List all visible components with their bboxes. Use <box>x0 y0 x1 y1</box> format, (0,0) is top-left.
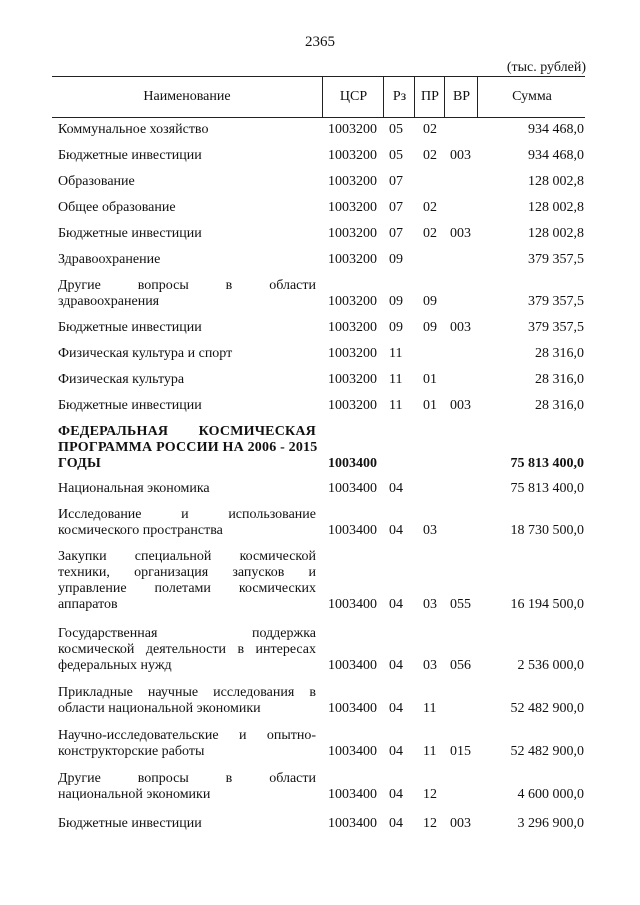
row-rz: 04 <box>389 787 403 802</box>
row-name-line: Образование <box>58 174 135 189</box>
row-csr: 1003200 <box>328 148 377 163</box>
row-vr: 003 <box>450 816 471 831</box>
row-name <box>58 424 316 472</box>
row-name-line: национальной экономики <box>58 787 211 802</box>
row-rz: 09 <box>389 252 403 267</box>
table-row <box>0 252 640 268</box>
row-csr: 1003400 <box>328 658 377 673</box>
table-row <box>0 549 640 613</box>
row-rz: 04 <box>389 744 403 759</box>
row-name-line: Бюджетные инвестиции <box>58 226 202 241</box>
row-csr: 1003200 <box>328 226 377 241</box>
row-csr: 1003200 <box>328 200 377 215</box>
table-row <box>0 481 640 497</box>
row-sum: 2 536 000,0 <box>517 658 584 673</box>
row-sum: 16 194 500,0 <box>510 597 584 612</box>
row-name-line: Закупки специальной космической <box>58 549 316 564</box>
row-csr: 1003200 <box>328 122 377 137</box>
table-row <box>0 200 640 216</box>
row-pr: 11 <box>423 701 437 716</box>
table-row <box>0 507 640 539</box>
row-pr: 03 <box>423 523 437 538</box>
row-pr: 09 <box>423 320 437 335</box>
row-rz: 05 <box>389 148 403 163</box>
table-row <box>0 320 640 336</box>
row-rz: 09 <box>389 320 403 335</box>
table-row <box>0 148 640 164</box>
row-pr: 02 <box>423 148 437 163</box>
row-name <box>58 728 316 760</box>
row-sum: 128 002,8 <box>528 174 584 189</box>
row-pr: 02 <box>423 226 437 241</box>
row-csr: 1003400 <box>328 523 377 538</box>
row-sum: 52 482 900,0 <box>510 701 584 716</box>
row-rz: 11 <box>389 372 403 387</box>
row-rz: 11 <box>389 346 403 361</box>
table-row <box>0 398 640 414</box>
row-sum: 128 002,8 <box>528 200 584 215</box>
row-rz: 04 <box>389 701 403 716</box>
row-name-line: Бюджетные инвестиции <box>58 398 202 413</box>
row-name-line: Научно-исследовательские и опытно- <box>58 728 316 743</box>
row-rz: 05 <box>389 122 403 137</box>
row-name <box>58 320 316 336</box>
row-vr: 003 <box>450 148 471 163</box>
row-name <box>58 252 316 268</box>
row-name-line: ФЕДЕРАЛЬНАЯ КОСМИЧЕСКАЯ <box>58 424 316 439</box>
row-sum: 28 316,0 <box>535 346 584 361</box>
row-name-line: Государственная поддержка <box>58 626 316 641</box>
row-name-line: Прикладные научные исследования в <box>58 685 316 700</box>
row-name <box>58 398 316 414</box>
row-csr: 1003200 <box>328 398 377 413</box>
row-name-line: Физическая культура и спорт <box>58 346 233 361</box>
header-pr: ПР <box>414 77 445 117</box>
table-row <box>0 685 640 717</box>
table-row <box>0 816 640 832</box>
row-sum: 3 296 900,0 <box>517 816 584 831</box>
table-header <box>52 76 585 118</box>
row-sum: 28 316,0 <box>535 372 584 387</box>
row-sum: 28 316,0 <box>535 398 584 413</box>
row-csr: 1003200 <box>328 252 377 267</box>
row-name-line: Другие вопросы в области <box>58 771 316 786</box>
table-row <box>0 278 640 310</box>
row-vr: 003 <box>450 226 471 241</box>
row-pr: 03 <box>423 597 437 612</box>
row-name-line: Исследование и использование <box>58 507 316 522</box>
row-sum: 75 813 400,0 <box>510 481 584 496</box>
row-name-line: Бюджетные инвестиции <box>58 148 202 163</box>
row-pr: 01 <box>423 398 437 413</box>
row-name-line: космической деятельности в интересах <box>58 642 316 657</box>
row-name-line: аппаратов <box>58 597 118 612</box>
row-sum: 128 002,8 <box>528 226 584 241</box>
row-name <box>58 122 316 138</box>
table-row <box>0 122 640 138</box>
row-name <box>58 816 316 832</box>
page-number: 2365 <box>305 34 335 50</box>
row-sum: 934 468,0 <box>528 122 584 137</box>
row-rz: 07 <box>389 200 403 215</box>
row-name <box>58 226 316 242</box>
row-name-line: Общее образование <box>58 200 176 215</box>
row-csr: 1003200 <box>328 372 377 387</box>
row-sum: 379 357,5 <box>528 252 584 267</box>
row-name <box>58 507 316 539</box>
row-name-line: здравоохранения <box>58 294 160 309</box>
row-name-line: Коммунальное хозяйство <box>58 122 209 137</box>
header-csr: ЦСР <box>322 77 384 117</box>
row-sum: 18 730 500,0 <box>510 523 584 538</box>
row-name-line: Здравоохранение <box>58 252 161 267</box>
row-name-line: ПРОГРАММА РОССИИ НА 2006 - 2015 <box>58 440 318 455</box>
row-sum: 75 813 400,0 <box>510 456 584 471</box>
row-rz: 04 <box>389 523 403 538</box>
row-rz: 04 <box>389 658 403 673</box>
row-name-line: космического пространства <box>58 523 223 538</box>
row-pr: 02 <box>423 122 437 137</box>
row-pr: 02 <box>423 200 437 215</box>
row-name-line: Физическая культура <box>58 372 185 387</box>
header-sum: Сумма <box>477 77 586 117</box>
table-row <box>0 372 640 388</box>
row-pr: 09 <box>423 294 437 309</box>
row-name-line: федеральных нужд <box>58 658 172 673</box>
row-csr: 1003200 <box>328 294 377 309</box>
row-vr: 056 <box>450 658 471 673</box>
row-name <box>58 771 316 803</box>
row-rz: 09 <box>389 294 403 309</box>
row-csr: 1003400 <box>328 744 377 759</box>
row-name-line: конструкторские работы <box>58 744 205 759</box>
row-csr: 1003400 <box>328 481 377 496</box>
row-vr: 003 <box>450 398 471 413</box>
row-csr: 1003400 <box>328 787 377 802</box>
row-csr: 1003200 <box>328 346 377 361</box>
row-vr: 003 <box>450 320 471 335</box>
row-name-line: Бюджетные инвестиции <box>58 320 202 335</box>
row-csr: 1003400 <box>328 456 377 471</box>
row-pr: 12 <box>423 816 437 831</box>
row-name-line: Бюджетные инвестиции <box>58 816 202 831</box>
row-name <box>58 549 316 613</box>
row-csr: 1003400 <box>328 701 377 716</box>
row-rz: 04 <box>389 481 403 496</box>
row-pr: 01 <box>423 372 437 387</box>
table-row <box>0 226 640 242</box>
row-rz: 07 <box>389 174 403 189</box>
row-name <box>58 148 316 164</box>
row-name <box>58 174 316 190</box>
row-csr: 1003400 <box>328 597 377 612</box>
row-name <box>58 346 316 362</box>
row-pr: 12 <box>423 787 437 802</box>
row-pr: 03 <box>423 658 437 673</box>
row-name-line: управление полетами космических <box>58 581 316 596</box>
row-name <box>58 372 316 388</box>
header-name: Наименование <box>143 89 231 104</box>
row-sum: 934 468,0 <box>528 148 584 163</box>
row-csr: 1003200 <box>328 174 377 189</box>
row-sum: 379 357,5 <box>528 294 584 309</box>
row-name-line: Национальная экономика <box>58 481 210 496</box>
table-row <box>0 424 640 472</box>
row-name <box>58 481 316 497</box>
table-row <box>0 626 640 674</box>
row-rz: 04 <box>389 816 403 831</box>
table-row <box>0 771 640 803</box>
table-row <box>0 174 640 190</box>
row-rz: 11 <box>389 398 403 413</box>
table-row <box>0 728 640 760</box>
row-name-line: ГОДЫ <box>58 456 101 471</box>
row-name <box>58 200 316 216</box>
row-csr: 1003200 <box>328 320 377 335</box>
row-sum: 4 600 000,0 <box>517 787 584 802</box>
table-row <box>0 346 640 362</box>
row-vr: 015 <box>450 744 471 759</box>
row-name-line: области национальной экономики <box>58 701 261 716</box>
row-sum: 379 357,5 <box>528 320 584 335</box>
header-rz: Рз <box>383 77 415 117</box>
row-name <box>58 685 316 717</box>
units-label: (тыс. рублей) <box>506 60 586 75</box>
row-csr: 1003400 <box>328 816 377 831</box>
row-name-line: Другие вопросы в области <box>58 278 316 293</box>
header-vr: ВР <box>444 77 478 117</box>
row-name-line: техники, организация запусков и <box>58 565 316 580</box>
row-rz: 04 <box>389 597 403 612</box>
row-sum: 52 482 900,0 <box>510 744 584 759</box>
row-name <box>58 626 316 674</box>
row-vr: 055 <box>450 597 471 612</box>
row-pr: 11 <box>423 744 437 759</box>
row-name <box>58 278 316 310</box>
row-rz: 07 <box>389 226 403 241</box>
